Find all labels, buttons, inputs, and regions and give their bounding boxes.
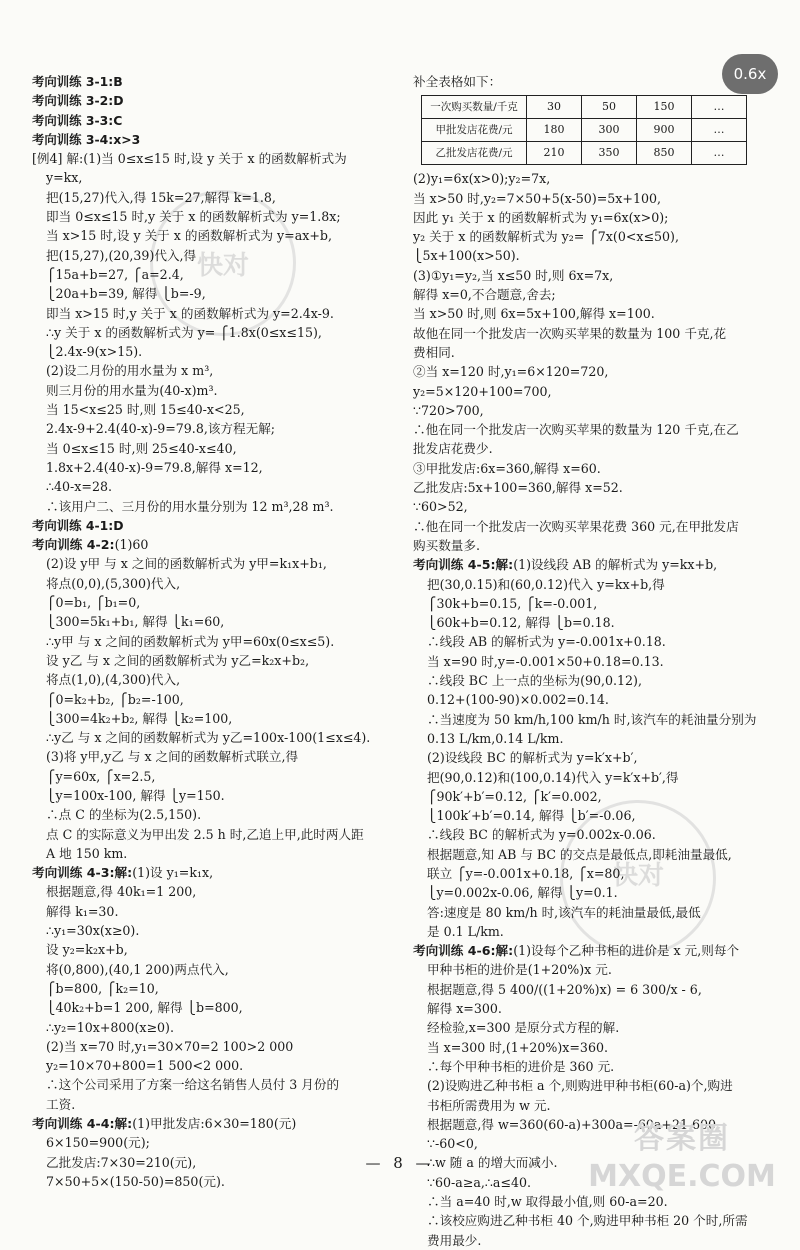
text-line: 设 y乙 与 x 之间的函数解析式为 y乙=k₂x+b₂,: [46, 652, 310, 668]
text-line: 当 x>50 时,则 6x=5x+100,解得 x=100.: [413, 306, 655, 322]
text-line: ∴y₂=10x+800(x≥0).: [46, 1019, 174, 1035]
text-line: 购买数量多.: [413, 537, 480, 553]
text-line: (2)设购进乙种书柜 a 个,则购进甲种书柜(60-a)个,购进: [427, 1078, 733, 1094]
text-line: ∴该校应购进乙种书柜 40 个,购进甲种书柜 20 个时,所需: [427, 1213, 748, 1229]
text-line: y₂=10×70+800=1 500<2 000.: [46, 1058, 244, 1074]
text-line: ∵60-a≥a,∴a≤40.: [427, 1174, 531, 1190]
text-line: ⎩40k₂+b=1 200, 解得 ⎩b=800,: [46, 1000, 243, 1016]
text-line: ⎩5x+100(x>50).: [413, 248, 520, 264]
text-line: ⎩60k+b=0.12, 解得 ⎩b=0.18.: [427, 615, 615, 631]
text-line: 当 x=90 时,y=-0.001×50+0.18=0.13.: [427, 653, 664, 669]
watermark: [582, 1120, 782, 1210]
text-line: 是 0.1 L/km.: [427, 923, 504, 939]
exercise-heading: 考向训练 4-5:解:(1)设线段 AB 的解析式为 y=kx+b,: [413, 557, 718, 573]
text-line: 7×50+5×(150-50)=850(元).: [46, 1173, 225, 1189]
text-line: 甲种书柜的进价是(1+20%)x 元.: [427, 962, 612, 978]
text-line: (2)设二月份的用水量为 x m³,: [46, 363, 214, 379]
exercise-heading: 考向训练 4-2:(1)60: [32, 537, 149, 553]
text-line: 书柜所需费用为 w 元.: [427, 1097, 551, 1113]
text-line: ∴线段 BC 的解析式为 y=0.002x-0.06.: [427, 827, 656, 843]
text-line: ⎩300=4k₂+b₂, 解得 ⎩k₂=100,: [46, 710, 233, 726]
right-column-text: [413, 169, 783, 1250]
text-line: ⎩y=0.002x-0.06, 解得 ⎩y=0.1.: [427, 885, 618, 901]
text-line: 即当 x>15 时,y 关于 x 的函数解析式为 y=2.4x-9.: [46, 305, 334, 321]
text-line: ∴每个甲种书柜的进价是 360 元.: [427, 1058, 615, 1074]
text-line: 将点(1,0),(4,300)代入,: [46, 672, 181, 688]
text-line: ⎩2.4x-9(x>15).: [46, 344, 143, 360]
text-line: 0.13 L/km,0.14 L/km.: [427, 730, 564, 746]
text-line: 费相同.: [413, 344, 455, 360]
text-line: 把(90,0.12)和(100,0.14)代入 y=k′x+b′,得: [427, 769, 679, 785]
exercise-heading: 考向训练 4-1:D: [32, 517, 124, 533]
text-line: y₂ 关于 x 的函数解析式为 y₂= ⎧7x(0<x≤50),: [413, 229, 679, 245]
text-line: 将点(0,0),(5,300)代入,: [46, 575, 181, 591]
text-line: 点 C 的实际意义为甲出发 2.5 h 时,乙追上甲,此时两人距: [46, 826, 364, 842]
table-cell: …: [692, 96, 747, 119]
text-line: 1.8x+2.4(40-x)-9=79.8,解得 x=12,: [46, 459, 263, 475]
text-line: ⎧90k′+b′=0.12, ⎧k′=0.002,: [427, 788, 602, 804]
text-line: ∴点 C 的坐标为(2.5,150).: [46, 807, 202, 823]
text-line: 2.4x-9+2.4(40-x)-9=79.8,该方程无解;: [46, 421, 276, 437]
text-line: ⎧15a+b=27, ⎧a=2.4,: [46, 266, 184, 282]
text-line: ∵720>700,: [413, 402, 484, 418]
watermark-logo: 答案圈: [634, 1121, 730, 1156]
answer-table: [421, 95, 747, 165]
text-line: ∴他在同一个批发店一次购买苹果花费 360 元,在甲批发店: [413, 518, 739, 534]
text-line: (3)将 y甲,y乙 与 x 之间的函数解析式联立,得: [46, 749, 299, 765]
text-line: 把(30,0.15)和(60,0.12)代入 y=kx+b,得: [427, 576, 665, 592]
text-line: ③甲批发店:6x=360,解得 x=60.: [413, 460, 601, 476]
text-line: 当 x>15 时,设 y 关于 x 的函数解析式为 y=ax+b,: [46, 228, 332, 244]
text-line: y=kx,: [46, 170, 83, 186]
text-line: ∴y 关于 x 的函数解析式为 y= ⎧1.8x(0≤x≤15),: [46, 324, 322, 340]
text-line: 经检验,x=300 是原分式方程的解.: [427, 1020, 620, 1036]
table-cell: 900: [637, 119, 692, 142]
text-line: (2)y₁=6x(x>0);y₂=7x,: [413, 171, 551, 187]
text-line: 把(15,27),(20,39)代入,得: [46, 247, 197, 263]
text-line: ∴他在同一个批发店一次购买苹果的数量为 120 千克,在乙: [413, 422, 739, 438]
text-line: ∴40-x=28.: [46, 479, 112, 495]
text-line: ∴线段 BC 上一点的坐标为(90,0.12),: [427, 673, 642, 689]
text-line: (2)设 y甲 与 x 之间的函数解析式为 y甲=k₁x+b₁,: [46, 556, 327, 572]
text-line: (2)设线段 BC 的解析式为 y=k′x+b′,: [427, 750, 638, 766]
exercise-heading: 考向训练 3-2:D: [32, 93, 124, 109]
table-cell: 150: [637, 96, 692, 119]
table-row-header: 一次购买数量/千克: [422, 96, 527, 119]
table-cell: 210: [527, 142, 582, 165]
table-cell: …: [692, 119, 747, 142]
exercise-heading: 考向训练 3-3:C: [32, 112, 123, 128]
table-cell: 50: [582, 96, 637, 119]
exercise-heading: 考向训练 4-6:解:(1)设每个乙种书柜的进价是 x 元,则每个: [413, 943, 740, 959]
page-number: — 8 —: [365, 1154, 435, 1172]
text-line: A 地 150 km.: [46, 845, 128, 861]
exercise-heading: 考向训练 3-4:x>3: [32, 131, 141, 147]
text-line: ∴当 a=40 时,w 取得最小值,则 60-a=20.: [427, 1194, 668, 1210]
text-line: 6×150=900(元);: [46, 1135, 150, 1151]
text-line: ∴y₁=30x(x≥0).: [46, 923, 140, 939]
text-line: ∴该用户二、三月份的用水量分别为 12 m³,28 m³.: [46, 498, 334, 514]
watermark-url: MXQE.COM: [588, 1159, 776, 1194]
table-cell: 350: [582, 142, 637, 165]
text-line: ⎩100k′+b′=0.14, 解得 ⎩b′=-0.06,: [427, 808, 636, 824]
text-line: 费用最少.: [427, 1232, 482, 1248]
text-line: ∵-60<0,: [427, 1136, 478, 1152]
text-line: ⎩y=100x-100, 解得 ⎩y=150.: [46, 787, 225, 803]
text-line: 0.12+(100-90)×0.002=0.14.: [427, 692, 609, 708]
text-line: ⎧y=60x, ⎧x=2.5,: [46, 768, 156, 784]
table-cell: …: [692, 142, 747, 165]
text-line: ∴y甲 与 x 之间的函数解析式为 y甲=60x(0≤x≤5).: [46, 633, 335, 649]
watermark-stamp: 快对: [560, 800, 716, 956]
text-line: [例4] 解:(1)当 0≤x≤15 时,设 y 关于 x 的函数解析式为: [32, 151, 347, 167]
text-line: ∴这个公司采用了方案一给这名销售人员付 3 月份的: [46, 1077, 340, 1093]
text-line: 即当 0≤x≤15 时,y 关于 x 的函数解析式为 y=1.8x;: [46, 209, 341, 225]
text-line: 联立 ⎧y=-0.001x+0.18, ⎧x=80,: [427, 865, 625, 881]
text-line: 答:速度是 80 km/h 时,该汽车的耗油量最低,最低: [427, 904, 701, 920]
table-row-header: 甲批发店花费/元: [422, 119, 527, 142]
text-line: ⎧30k+b=0.15, ⎧k=-0.001,: [427, 595, 598, 611]
table-row: [422, 96, 747, 119]
text-line: ∴y乙 与 x 之间的函数解析式为 y乙=100x-100(1≤x≤4).: [46, 730, 371, 746]
text-line: (2)当 x=70 时,y₁=30×70=2 100>2 000: [46, 1038, 294, 1054]
text-line: ∴当速度为 50 km/h,100 km/h 时,该汽车的耗油量分别为: [427, 711, 757, 727]
text-line: 根据题意,知 AB 与 BC 的交点是最低点,即耗油量最低,: [427, 846, 732, 862]
text-line: ⎩20a+b=39, 解得 ⎩b=-9,: [46, 286, 206, 302]
text-line: 解得 k₁=30.: [46, 903, 119, 919]
table-cell: 300: [582, 119, 637, 142]
text-line: ⎧b=800, ⎧k₂=10,: [46, 980, 159, 996]
table-cell: 30: [527, 96, 582, 119]
text-line: 则三月份的用水量为(40-x)m³.: [46, 382, 218, 398]
text-line: ∴w 随 a 的增大而减小.: [427, 1155, 558, 1171]
table-row: [422, 142, 747, 165]
text-line: ⎩300=5k₁+b₁, 解得 ⎩k₁=60,: [46, 614, 225, 630]
text-line: (3)①y₁=y₂,当 x≤50 时,则 6x=7x,: [413, 267, 614, 283]
text-line: 乙批发店:7×30=210(元),: [46, 1154, 197, 1170]
watermark-stamp: 快对: [150, 190, 296, 336]
text-line: 根据题意,得 40k₁=1 200,: [46, 884, 197, 900]
table-row: [422, 119, 747, 142]
zoom-level-badge[interactable]: 0.6x: [722, 54, 778, 94]
text-line: 把(15,27)代入,得 15k=27,解得 k=1.8,: [46, 189, 276, 205]
text-line: 当 15<x≤25 时,则 15≤40-x<25,: [46, 402, 245, 418]
text-line: ∵60>52,: [413, 499, 468, 515]
text-line: 当 0≤x≤15 时,则 25≤40-x≤40,: [46, 440, 237, 456]
text-line: ∴线段 AB 的解析式为 y=-0.001x+0.18.: [427, 634, 666, 650]
text-line: ②当 x=120 时,y₁=6×120=720,: [413, 364, 609, 380]
right-column: [413, 72, 783, 1250]
table-caption: 补全表格如下：: [413, 74, 502, 89]
text-line: 将(0,800),(40,1 200)两点代入,: [46, 961, 229, 977]
table-cell: 180: [527, 119, 582, 142]
text-line: ⎧0=k₂+b₂, ⎧b₂=-100,: [46, 691, 184, 707]
text-line: 根据题意,得 5 400/((1+20%)x) = 6 300/x - 6,: [427, 981, 702, 997]
table-cell: 850: [637, 142, 692, 165]
left-column: [32, 72, 404, 1191]
text-line: 乙批发店:5x+100=360,解得 x=52.: [413, 480, 623, 496]
text-line: 批发店花费少.: [413, 441, 493, 457]
text-line: 设 y₂=k₂x+b,: [46, 942, 128, 958]
text-line: 当 x>50 时,y₂=7×50+5(x-50)=5x+100,: [413, 190, 661, 206]
table-row-header: 乙批发店花费/元: [422, 142, 527, 165]
exercise-heading: 考向训练 4-3:解:(1)设 y₁=k₁x,: [32, 865, 214, 881]
text-line: 当 x=300 时,(1+20%)x=360.: [427, 1039, 608, 1055]
text-line: 根据题意,得 w=360(60-a)+300a=-60a+21 600.: [427, 1116, 721, 1132]
exercise-heading: 考向训练 4-4:解:(1)甲批发店:6×30=180(元): [32, 1116, 297, 1132]
text-line: y₂=5×120+100=700,: [413, 383, 552, 399]
text-line: 因此 y₁ 关于 x 的函数解析式为 y₁=6x(x>0);: [413, 209, 669, 225]
exercise-heading: 考向训练 3-1:B: [32, 74, 123, 89]
text-line: ⎧0=b₁, ⎧b₁=0,: [46, 595, 141, 611]
text-line: 解得 x=300.: [427, 1001, 502, 1017]
text-line: 工资.: [46, 1096, 76, 1112]
text-line: 故他在同一个批发店一次购买苹果的数量为 100 千克,花: [413, 325, 727, 341]
text-line: 解得 x=0,不合题意,舍去;: [413, 287, 556, 303]
